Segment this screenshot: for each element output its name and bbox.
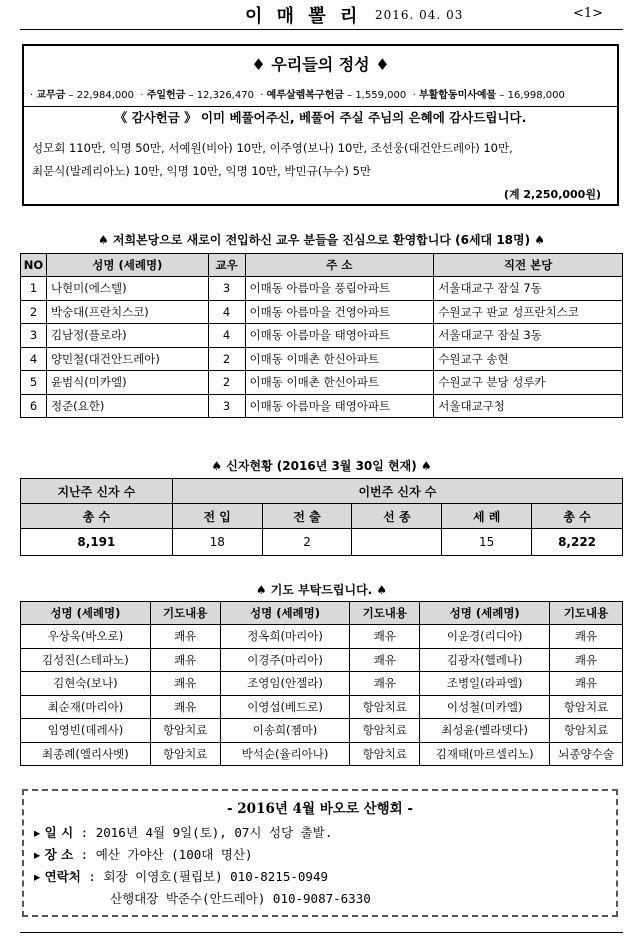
cell: 3 [208,394,245,418]
cell: 김성진(스테파노) [21,648,151,672]
newcomers-title: ♠ 저희본당으로 새로이 전입하신 교우 분들을 진심으로 환영합니다 (6세대 18명) ♠ [97,233,546,247]
col-header: 기도내용 [350,602,420,625]
cell: 조영임(안젤라) [220,672,350,696]
table-row [21,371,623,395]
date-value: 2016년 4월 9일(토), 07시 성당 출발. [95,825,333,840]
cell: 김광자(헬레나) [420,648,550,672]
table-header-row [21,602,623,625]
table-row [21,625,623,649]
cell: 윤범식(미카엘) [46,371,208,395]
this-week-header: 이번주 신자 수 [172,479,622,504]
thanks-total: (계 2,250,000원) [503,188,601,201]
cell: 3 [208,277,245,301]
cell: 8,191 [21,529,173,556]
cell: 항암치료 [150,742,220,766]
donor-line: 성모회 110만, 익명 50만, 서예원(비아) 10만, 이주영(보나) 10만, 조선웅(대건안드레아) 10만, [32,141,513,155]
offering-label: 예루살렘복구헌금 [266,90,344,101]
contact-value-2: 산행대장 박준수(안드레아) 010-9087-6330 [110,891,371,906]
col-header: 직전 본당 [434,254,623,277]
cell: 쾌유 [550,625,623,649]
cell: 쾌유 [350,672,420,696]
cell: 2 [208,371,245,395]
members-title: ♠ 신자현황 (2016년 3월 30일 현재) ♠ [211,459,432,473]
table-header-row [21,254,623,277]
cell: 이성철(미카엘) [420,695,550,719]
cell: 김현숙(보나) [21,672,151,696]
cell: 박석순(율리아나) [220,742,350,766]
cell: 8,222 [532,529,623,556]
col-header: 총 수 [21,504,173,529]
offering-box [22,44,619,206]
cell: 이매동 이매촌 한신아파트 [245,371,434,395]
table-header-row [21,479,623,504]
cell: 나현미(에스텔) [46,277,208,301]
cell: 임영빈(데레사) [21,719,151,743]
cell: 이운경(리디아) [420,625,550,649]
cell: 이영섭(베드로) [220,695,350,719]
place-label: 장 소 [44,847,74,862]
col-header: 성명 (세례명) [420,602,550,625]
col-header: 세 례 [442,504,532,529]
last-week-header: 지난주 신자 수 [21,479,173,504]
hiking-place-row: ▸ 장 소 : 예산 가야산 (100대 명산) [34,847,253,862]
cell: 쾌유 [350,625,420,649]
cell: 쾌유 [150,625,220,649]
cell: 수원교구 송현 [434,347,623,371]
table-row [21,277,623,301]
offering-divider [24,106,617,107]
cell: 수원교구 판교 성프란치스코 [434,300,623,324]
cell: 우상욱(바오로) [21,625,151,649]
col-header: 주 소 [245,254,434,277]
bulletin-title: 이 매 뽈 리 [245,6,362,27]
offering-label: 교무금 [36,90,66,101]
cell: 항암치료 [550,719,623,743]
offering-value: 16,998,000 [507,90,565,101]
cell: 쾌유 [150,672,220,696]
table-row [21,324,623,348]
col-header: NO [21,254,47,277]
cell: 2 [21,300,47,324]
cell: 쾌유 [150,648,220,672]
col-header: 총 수 [532,504,623,529]
offering-label: 주일헌금 [146,90,186,101]
col-header: 성명 (세례명) [220,602,350,625]
col-header: 성명 (세례명) [21,602,151,625]
cell: 2 [262,529,352,556]
donor-line: 최문식(발레리아노) 10만, 익명 10만, 익명 10만, 박민규(누수) 5만 [32,164,372,178]
table-row [21,695,623,719]
cell: 15 [442,529,532,556]
cell: 이경주(마리아) [220,648,350,672]
col-header: 기도내용 [150,602,220,625]
cell: 항암치료 [350,742,420,766]
cell: 4 [208,324,245,348]
cell: 항암치료 [350,695,420,719]
table-row [21,742,623,766]
offering-value: 12,326,470 [196,90,254,101]
hiking-club-box [22,789,618,917]
thanks-offering-title: 《 감사헌금 》 이미 베풀어주신, 베풀어 주실 주님의 은혜에 감사드립니다. [114,110,527,125]
cell: 김남정(플로라) [46,324,208,348]
cell: 최성윤(벨라뎃다) [420,719,550,743]
table-row [21,347,623,371]
bulletin-date: 2016. 04. 03 [375,8,464,22]
cell: 이매동 아름마을 풍림아파트 [245,277,434,301]
cell: 항암치료 [550,695,623,719]
table-row [21,394,623,418]
cell: 양민철(대건안드레아) [46,347,208,371]
members-table [20,478,623,556]
col-header: 전 출 [262,504,352,529]
cell: 정옥희(마리아) [220,625,350,649]
hiking-contact-row: ▸ 연락처 : 회장 이영호(필립보) 010-8215-0949 [34,869,328,884]
table-row [21,300,623,324]
offering-value: 1,559,000 [355,90,407,101]
cell: 5 [21,371,47,395]
cell: 항암치료 [150,719,220,743]
prayer-table [20,601,623,766]
cell: 쾌유 [550,672,623,696]
cell: 서울대교구청 [434,394,623,418]
newcomers-table [20,253,623,418]
cell: 쾌유 [150,695,220,719]
cell: 4 [21,347,47,371]
hiking-date-row: ▸ 일 시 : 2016년 4월 9일(토), 07시 성당 출발. [34,825,333,840]
cell: 쾌유 [350,648,420,672]
place-value: 예산 가야산 (100대 명산) [95,847,253,862]
contact-label: 연락처 [44,869,81,884]
cell: 뇌종양수술 [550,742,623,766]
contact-value: 회장 이영호(필립보) 010-8215-0949 [103,869,328,884]
cell: 최순재(마리아) [21,695,151,719]
table-row [21,648,623,672]
page-header [20,0,623,30]
table-row [21,719,623,743]
cell: 2 [208,347,245,371]
page-number: <1> [572,6,603,21]
col-header: 기도내용 [550,602,623,625]
cell: 18 [172,529,262,556]
table-header-row [21,504,623,529]
cell: 박숭대(프란치스코) [46,300,208,324]
cell: 서울대교구 잠실 3동 [434,324,623,348]
cell: 6 [21,394,47,418]
cell: 이매동 아름마을 태영아파트 [245,394,434,418]
cell: 4 [208,300,245,324]
date-label: 일 시 [44,825,74,840]
table-row [21,529,623,556]
header-rule [20,29,623,30]
cell: 이매동 아름마을 태영아파트 [245,324,434,348]
cell: 3 [21,324,47,348]
prayer-title: ♠ 기도 부탁드립니다. ♠ [255,583,388,597]
footer-rule [20,932,623,933]
cell: 수원교구 분당 성루카 [434,371,623,395]
offering-label: 부활합동미사예물 [418,90,497,101]
offering-title: ♦ 우리들의 정성 ♦ [251,55,390,74]
cell: 이매동 이매촌 한신아파트 [245,347,434,371]
col-header: 선 종 [352,504,442,529]
table-row [21,672,623,696]
cell: 정준(요한) [46,394,208,418]
col-header: 교우 [208,254,245,277]
cell: 서울대교구 잠실 7동 [434,277,623,301]
cell: 쾌유 [550,648,623,672]
cell: 최종례(엘리사벳) [21,742,151,766]
hiking-title: - 2016년 4월 바오로 산행회 - [226,801,413,817]
col-header: 성명 (세례명) [46,254,208,277]
cell: 이매동 아름마을 건영아파트 [245,300,434,324]
cell [352,529,442,556]
col-header: 전 입 [172,504,262,529]
cell: 김재태(마르셀리노) [420,742,550,766]
cell: 1 [21,277,47,301]
hiking-contact-row-2 [110,889,371,907]
cell: 항암치료 [350,719,420,743]
cell: 이송희(젬마) [220,719,350,743]
offering-value: 22,984,000 [76,90,134,101]
cell: 조병일(라파엘) [420,672,550,696]
offering-summary: · 교무금 – 22,984,000 · 주일헌금 – 12,326,470 · 예루살렘복구헌금 – 1,559,000 · 부활합동미사예물 – 16,998,000 [30,90,565,101]
